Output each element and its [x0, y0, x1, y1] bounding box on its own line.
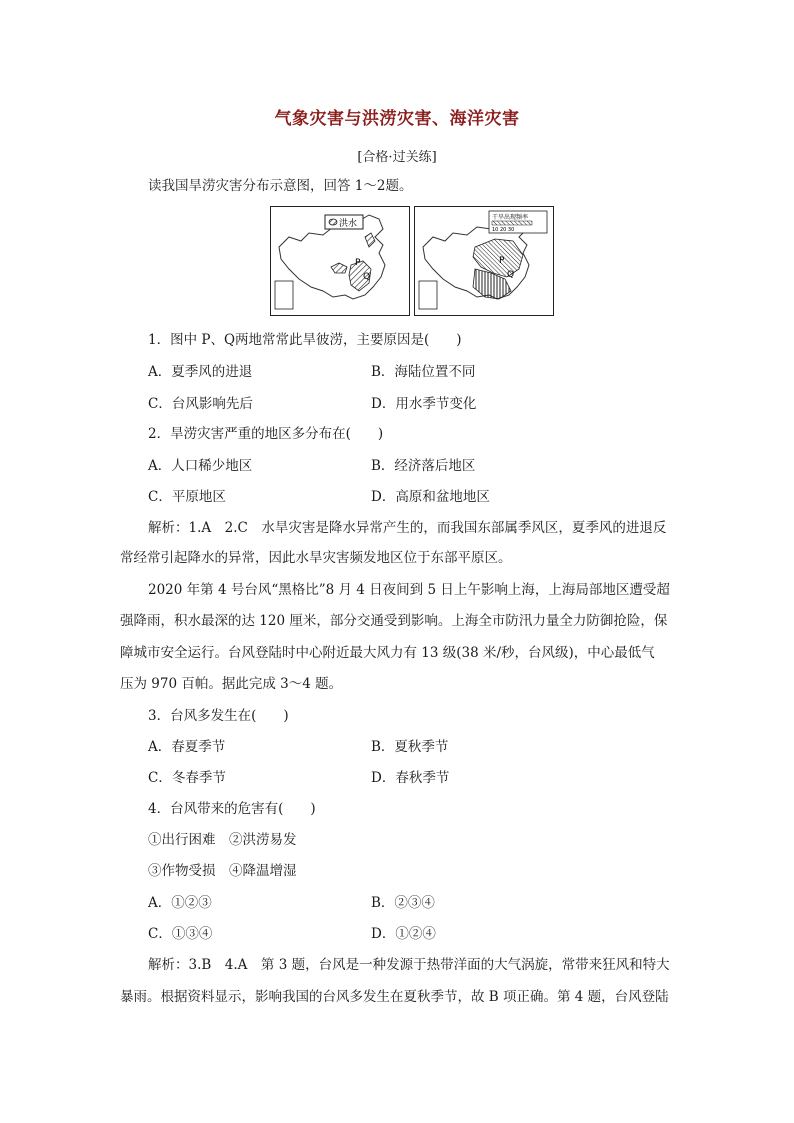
question-1-option-b: B．海陆位置不同 — [371, 364, 476, 380]
analysis-1-line-2: 常经常引起降水的异常，因此水旱灾害频发地区位于东部平原区。 — [120, 550, 512, 566]
question-1-option-d: D．用水季节变化 — [371, 396, 477, 412]
passage-line-1: 2020 年第 4 号台风“黑格比”8 月 4 日夜间到 5 日上午影响上海，上海局部地区遭受超 — [148, 582, 670, 598]
question-4-option-d: D．①②④ — [371, 926, 436, 942]
label-p: P — [499, 256, 505, 266]
question-4-statements-1: ①出行困难 ②洪涝易发 — [148, 832, 297, 848]
legend-label: 洪水 — [339, 219, 358, 229]
flood-map — [270, 206, 410, 316]
label-q: Q — [507, 270, 515, 280]
label-q: Q — [363, 272, 371, 282]
question-3-option-b: B．夏秋季节 — [371, 739, 449, 755]
intro-text: 读我国旱涝灾害分布示意图，回答 1～2题。 — [148, 178, 413, 194]
question-4-option-c: C．①③④ — [148, 926, 213, 942]
passage-line-4: 压为 970 百帕。据此完成 3～4 题。 — [120, 676, 343, 692]
analysis-2-line-1: 解析：3.B 4.A 第 3 题，台风是一种发源于热带洋面的大气涡旋，常带来狂风和特大 — [148, 957, 670, 973]
question-4-option-b: B．②③④ — [371, 895, 435, 911]
question-2-option-d: D．高原和盆地地区 — [371, 489, 490, 505]
analysis-1-line-1: 解析：1.A 2.C 水旱灾害是降水异常产生的，而我国东部属季风区，夏季风的进退反 — [148, 520, 667, 536]
question-2-stem: 2．旱涝灾害严重的地区多分布在( ) — [148, 426, 384, 442]
passage-line-2: 强降雨，积水最深的达 120 厘米，部分交通受到影响。上海全市防汛力量全力防御抢险，保 — [120, 613, 668, 629]
question-1-option-c: C．台风影响先后 — [148, 396, 253, 412]
drought-flood-maps — [270, 206, 670, 318]
legend-label: 干旱出现频率 — [492, 214, 529, 221]
legend-ticks: 10 20 30 — [492, 227, 515, 233]
legend-scale — [492, 221, 532, 225]
flood-map-drawing — [271, 207, 409, 315]
legend-swatch — [329, 219, 337, 225]
question-4-statements-2: ③作物受损 ④降温增湿 — [148, 863, 297, 879]
south-sea-inset — [419, 281, 437, 309]
question-4-stem: 4．台风带来的危害有( ) — [148, 801, 316, 817]
label-p: P — [355, 258, 361, 268]
question-4-option-a: A．①②③ — [148, 895, 212, 911]
question-2-option-b: B．经济落后地区 — [371, 458, 476, 474]
flood-area-north — [365, 233, 375, 247]
page-title: 气象灾害与洪涝灾害、海洋灾害 — [274, 109, 520, 129]
drought-map — [414, 206, 554, 316]
drought-map-drawing — [415, 207, 553, 315]
question-1-stem: 1．图中 P、Q两地常常此旱彼涝，主要原因是( ) — [148, 332, 462, 348]
question-3-option-d: D．春秋季节 — [371, 770, 450, 786]
flood-area-p — [331, 263, 347, 273]
question-3-option-c: C．冬春季节 — [148, 770, 226, 786]
south-sea-inset — [275, 281, 293, 309]
passage-line-3: 障城市安全运行。台风登陆时中心附近最大风力有 13 级(38 米/秒，台风级)，中心最低气 — [120, 645, 655, 661]
analysis-2-line-2: 暴雨。根据资料显示，影响我国的台风多发生在夏秋季节，故 B 项正确。第 4 题，台风登陆 — [120, 989, 669, 1005]
section-subtitle: [合格·过关练] — [357, 150, 437, 165]
question-3-stem: 3．台风多发生在( ) — [148, 708, 289, 724]
question-2-option-a: A．人口稀少地区 — [148, 458, 253, 474]
question-1-option-a: A．夏季风的进退 — [148, 364, 253, 380]
question-2-option-c: C．平原地区 — [148, 489, 226, 505]
question-3-option-a: A．春夏季节 — [148, 739, 226, 755]
